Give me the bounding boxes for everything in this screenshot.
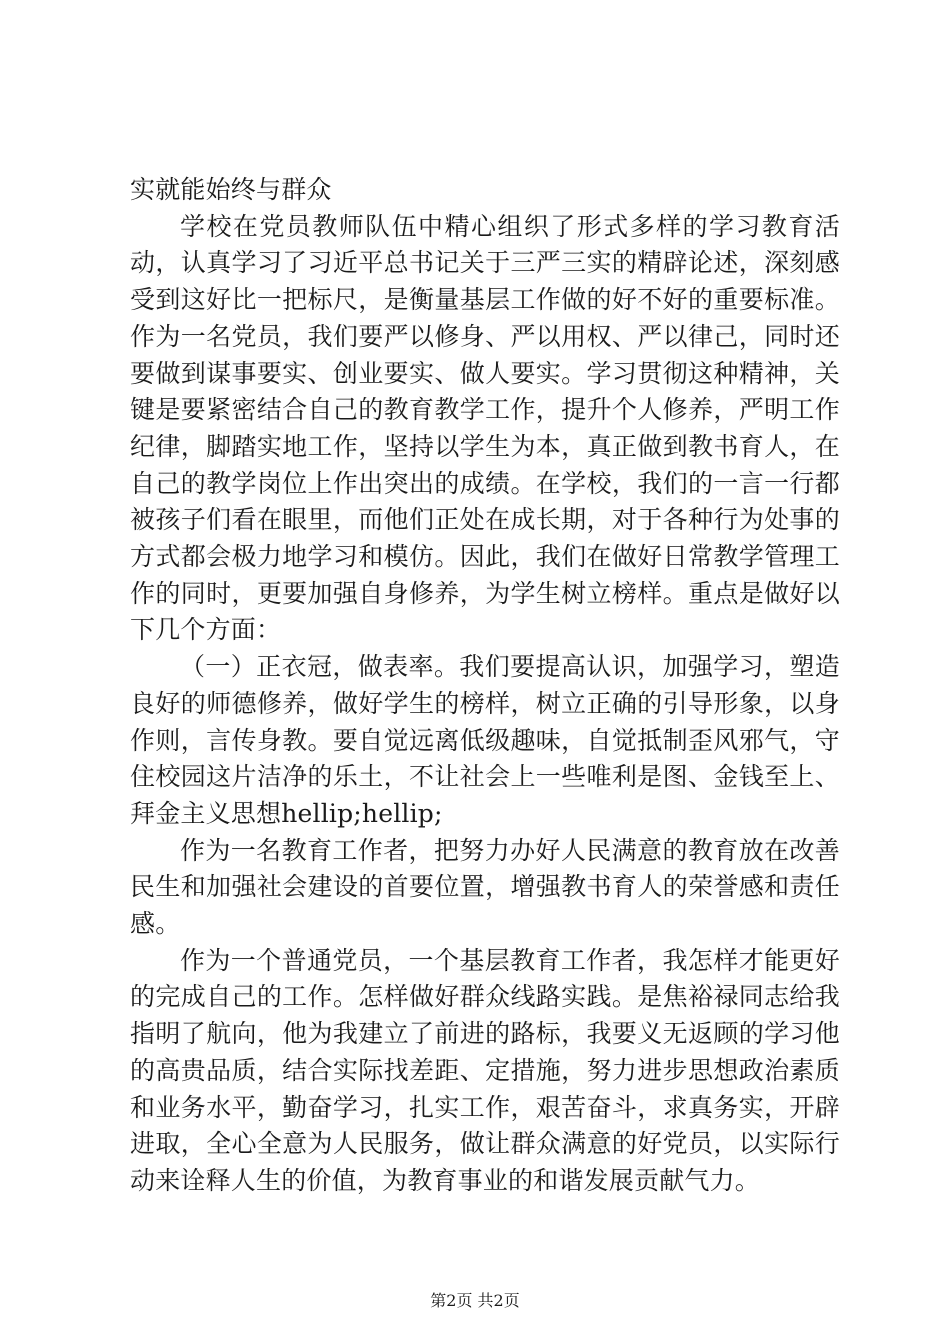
paragraph-continuation: 实就能始终与群众 bbox=[130, 175, 332, 204]
paragraph-educator-duty: 作为一名教育工作者，把努力办好人民满意的教育放在改善民生和加强社会建设的首要位置，增强教书育人的荣誉感和责任感。 bbox=[130, 835, 840, 939]
document-body bbox=[130, 172, 840, 1200]
paragraph-party-member: 作为一个普通党员，一个基层教育工作者，我怎样才能更好的完成自己的工作。怎样做好群众线路实践。是焦裕禄同志给我指明了航向，他为我建立了前进的路标，我要义无返顾的学习他的高贵品质，结合实际找差距、定措施，努力进步思想政治素质和业务水平，勤奋学习，扎实工作，艰苦奋斗，求真务实，开辟进取，全心全意为人民服务，做让群众满意的好党员，以实际行动来诠释人生的价值，为教育事业的和谐发展贡献气力。 bbox=[130, 945, 840, 1195]
paragraph-point-one: （一）正衣冠，做表率。我们要提高认识，加强学习，塑造良好的师德修养，做好学生的榜样，树立正确的引导形象，以身作则，言传身教。要自觉远离低级趣味，自觉抵制歪风邪气，守住校园这片洁净的乐土，不让社会上一些唯利是图、金钱至上、拜金主义思想hellip;hellip; bbox=[130, 652, 840, 828]
page-number-footer: 第2页 共2页 bbox=[430, 1291, 520, 1310]
paragraph-study-activities: 学校在党员教师队伍中精心组织了形式多样的学习教育活动，认真学习了习近平总书记关于三严三实的精辟论述，深刻感受到这好比一把标尺，是衡量基层工作做的好不好的重要标准。作为一名党员，我们要严以修身、严以用权、严以律己，同时还要做到谋事要实、创业要实、做人要实。学习贯彻这种精神，关键是要紧密结合自己的教育教学工作，提升个人修养，严明工作纪律，脚踏实地工作，坚持以学生为本，真正做到教书育人，在自己的教学岗位上作出突出的成绩。在学校，我们的一言一行都被孩子们看在眼里，而他们正处在成长期，对于各种行为处事的方式都会极力地学习和模仿。因此，我们在做好日常教学管理工作的同时，更要加强自身修养，为学生树立榜样。重点是做好以下几个方面： bbox=[130, 211, 840, 645]
